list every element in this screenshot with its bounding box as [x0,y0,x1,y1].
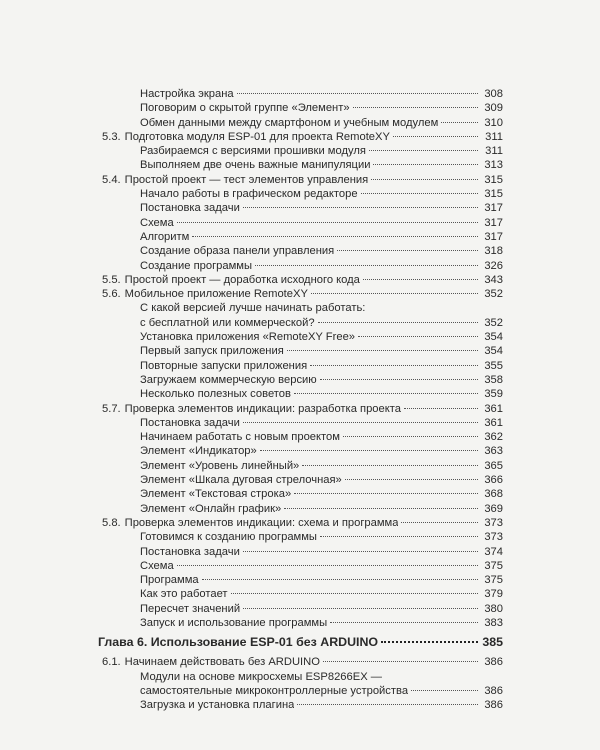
page-number: 352 [484,316,503,329]
page-number: 352 [484,288,503,301]
dot-leader [243,608,478,609]
section-number: 5.5. [102,273,121,286]
dot-leader [363,279,478,280]
subsection-entry [0,373,600,387]
dot-leader [177,222,478,223]
dot-leader [361,193,478,194]
subsection-entry [0,259,600,273]
section-entry [0,402,600,416]
subsection-entry [0,187,600,201]
dot-leader [231,593,478,594]
page-number: 343 [484,273,503,286]
dot-leader [371,179,478,180]
entry-title: Постановка задачи [140,545,240,558]
page-number: 317 [484,202,503,215]
page-number: 315 [484,173,503,186]
subsection-entry [0,459,600,473]
entry-title: Обмен данными между смартфоном и учебным модулем [140,116,439,129]
page-number: 358 [484,373,503,386]
subsection-entry [0,545,600,559]
chapter-entry [0,633,600,651]
subsection-entry [0,430,600,444]
page-number: 363 [484,445,503,458]
subsection-entry [0,587,600,601]
entry-title: Глава 6. Использование ESP-01 без ARDUINO [98,635,379,650]
page-number: 317 [484,230,503,243]
entry-title: Элемент «Текстовая строка» [140,488,292,501]
subsection-entry [0,330,600,344]
section-entry [0,273,600,287]
entry-title: Постановка задачи [140,202,240,215]
subsection-entry [0,387,600,401]
entry-title: самостоятельные микроконтроллерные устройства [140,684,409,697]
entry-title: Загрузка и установка плагина [140,699,295,712]
page-number: 355 [484,359,503,372]
subsection-entry [0,116,600,130]
section-number: 5.3. [102,130,121,143]
page-number: 379 [484,588,503,601]
entry-title: с бесплатной или коммерческой? [140,316,315,329]
entry-title: Подготовка модуля ESP-01 для проекта RemoteXY [124,130,390,143]
entry-title: Повторные запуски приложения [140,359,308,372]
page-number: 373 [484,516,503,529]
subsection-entry [0,230,600,244]
page-number: 362 [484,431,503,444]
entry-title: Запуск и использование программы [140,616,328,629]
entry-title: Алгоритм [140,230,190,243]
page-number: 386 [484,684,503,697]
dot-leader [284,508,478,509]
subsection-entry [0,559,600,573]
dot-leader [311,293,478,294]
page-number: 385 [482,635,503,650]
section-entry [0,287,600,301]
page-number: 310 [484,116,503,129]
subsection-entry [0,602,600,616]
dot-leader [330,622,478,623]
subsection-entry [0,698,600,712]
page-number: 386 [484,699,503,712]
entry-title: Создание образа панели управления [140,245,335,258]
section-number: 5.6. [102,288,121,301]
entry-title: Готовимся к созданию программы [140,531,317,544]
page-number: 326 [484,259,503,272]
page-number: 354 [484,331,503,344]
entry-title: Первый запуск приложения [140,345,284,358]
dot-leader [369,150,478,151]
dot-leader [393,136,478,137]
section-entry [0,655,600,669]
entry-title: Начинаем действовать без ARDUINO [124,656,320,669]
subsection-entry [0,530,600,544]
entry-title: Модули на основе микросхемы ESP8266EX — [140,670,382,683]
page-number: 359 [484,388,503,401]
dot-leader [294,393,478,394]
subsection-entry [0,101,600,115]
entry-title: Схема [140,216,174,229]
subsection-entry [0,416,600,430]
dot-leader [373,164,478,165]
page-number: 354 [484,345,503,358]
entry-title: Несколько полезных советов [140,388,291,401]
entry-title: Поговорим о скрытой группе «Элемент» [140,102,350,115]
entry-title: Начинаем работать с новым проектом [140,431,340,444]
subsection-entry [0,573,600,587]
page-number: 374 [484,545,503,558]
page-number: 366 [484,474,503,487]
entry-title: Программа [140,574,199,587]
entry-title: Мобильное приложение RemoteXY [124,288,308,301]
entry-title: Элемент «Онлайн график» [140,502,282,515]
page-number: 368 [484,488,503,501]
dot-leader [243,551,478,552]
page-number: 383 [484,616,503,629]
dot-leader [192,236,478,237]
dot-leader [302,465,478,466]
page-number: 361 [484,402,503,415]
subsection-entry [0,616,600,630]
page-number: 308 [484,88,503,100]
page-number: 311 [485,130,503,143]
page-number: 375 [484,559,503,572]
dot-leader [177,565,478,566]
entry-title: Установка приложения «RemoteXY Free» [140,331,356,344]
dot-leader [345,479,478,480]
page-number: 317 [484,216,503,229]
dot-leader [318,322,478,323]
dot-leader [243,207,478,208]
page-number: 380 [484,602,503,615]
page-number: 315 [484,188,503,201]
table-of-contents [0,87,600,712]
entry-title: Элемент «Шкала дуговая стрелочная» [140,474,342,487]
page-number: 309 [484,102,503,115]
page-number: 369 [484,502,503,515]
page-number: 361 [484,416,503,429]
section-entry [0,173,600,187]
entry-title: Пересчет значений [140,602,241,615]
dot-leader [353,107,478,108]
subsection-entry [0,216,600,230]
section-number: 5.7. [102,402,121,415]
dot-leader [401,522,478,523]
entry-title: Проверка элементов индикации: разработка проекта [124,402,401,415]
entry-title: Элемент «Уровень линейный» [140,459,300,472]
entry-title: Простой проект — доработка исходного кода [124,273,360,286]
dot-leader [381,641,478,643]
dot-leader [255,265,478,266]
section-entry [0,130,600,144]
dot-leader [323,661,478,662]
dot-leader [358,336,478,337]
entry-title: С какой версией лучше начинать работать: [140,302,366,315]
dot-leader [297,704,478,705]
subsection-entry [0,344,600,358]
dot-leader [411,690,478,691]
dot-leader [243,422,478,423]
dot-leader [202,579,478,580]
subsection-entry [0,201,600,215]
dot-leader [294,493,478,494]
subsection-entry [0,502,600,516]
section-number: 5.4. [102,173,121,186]
subsection-entry [0,244,600,258]
dot-leader [404,408,478,409]
entry-title: Выполняем две очень важные манипуляции [140,159,371,172]
subsection-entry [0,670,600,684]
dot-leader [320,379,478,380]
entry-title: Схема [140,559,174,572]
subsection-entry [0,158,600,172]
page-number: 386 [484,656,503,669]
section-entry [0,516,600,530]
section-number: 5.8. [102,516,121,529]
dot-leader [287,350,478,351]
entry-title: Создание программы [140,259,253,272]
dot-leader [441,122,478,123]
section-number: 6.1. [102,656,121,669]
subsection-entry [0,473,600,487]
entry-title: Настройка экрана [140,88,234,100]
entry-title: Постановка задачи [140,416,240,429]
entry-title: Разбираемся с версиями прошивки модуля [140,145,366,158]
dot-leader [310,365,478,366]
entry-title: Простой проект — тест элементов управления [124,173,369,186]
dot-leader [260,450,478,451]
entry-title: Элемент «Индикатор» [140,445,257,458]
subsection-entry [0,684,600,698]
page-number: 318 [484,245,503,258]
entry-title: Как это работает [140,588,228,601]
entry-title: Начало работы в графическом редакторе [140,188,358,201]
dot-leader [237,93,478,94]
entry-title: Проверка элементов индикации: схема и программа [124,516,399,529]
subsection-entry [0,359,600,373]
subsection-entry [0,444,600,458]
dot-leader [337,250,478,251]
subsection-entry [0,487,600,501]
subsection-entry [0,87,600,101]
entry-title: Загружаем коммерческую версию [140,373,317,386]
page-number: 373 [484,531,503,544]
page-number: 313 [484,159,503,172]
subsection-entry [0,144,600,158]
page-number: 365 [484,459,503,472]
dot-leader [343,436,478,437]
subsection-entry [0,316,600,330]
page-number: 375 [484,574,503,587]
page-number: 311 [485,145,503,158]
dot-leader [320,536,478,537]
subsection-entry [0,301,600,315]
